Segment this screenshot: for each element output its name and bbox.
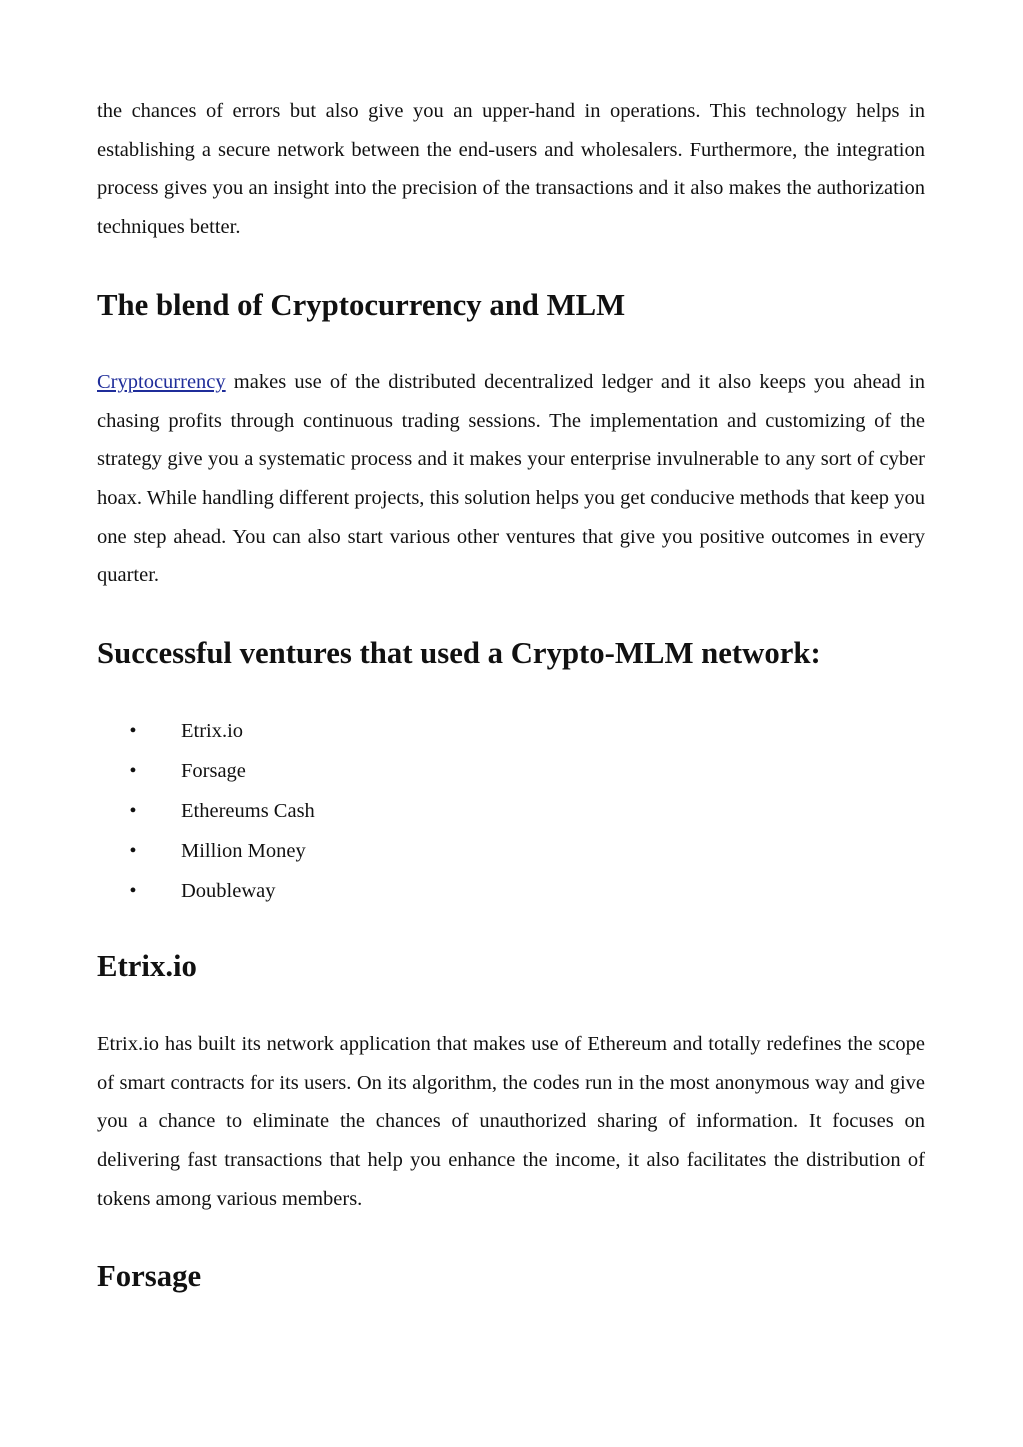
heading-successful-ventures: Successful ventures that used a Crypto-MLM network: <box>97 635 821 670</box>
venture-name: Ethereums Cash <box>181 799 315 822</box>
spacer <box>97 1218 925 1257</box>
ventures-list <box>97 711 925 912</box>
etrix-paragraph: Etrix.io has built its network application that makes use of Ethereum and totally redefines the scope of smart contracts for its users. On its algorithm, the codes run in the most anonymous way and give you a chance to eliminate the chances of unauthorized sharing of information. It focuses on delivering fast transactions that help you enhance the income, it also facilitates the distribution of tokens among various members. <box>97 1032 925 1210</box>
venture-name: Etrix.io <box>181 719 244 742</box>
list-item <box>97 791 925 831</box>
spacer <box>97 673 925 711</box>
list-item <box>97 831 925 871</box>
spacer <box>97 911 925 947</box>
bullet-icon: • <box>129 759 137 782</box>
bullet-icon: • <box>129 799 137 822</box>
bullet-icon: • <box>129 840 137 863</box>
venture-name: Forsage <box>181 759 246 782</box>
heading-forsage: Forsage <box>97 1259 202 1294</box>
spacer <box>97 324 925 363</box>
cryptocurrency-paragraph-text: makes use of the distributed decentralized ledger and it also keeps you ahead in chasing profits through continuous trading sessions. The implementation and customizing of the strategy give you a systematic process and it makes your enterprise invulnerable to any sort of cyber hoax. While handling different projects, this solution helps you get conducive methods that keep you one step ahead. You can also start various other ventures that give you positive outcomes in every quarter. <box>97 370 925 587</box>
list-item <box>97 711 925 751</box>
venture-name: Doubleway <box>181 880 276 903</box>
spacer <box>97 247 925 286</box>
venture-name: Million Money <box>181 840 306 863</box>
cryptocurrency-paragraph <box>97 363 925 595</box>
cryptocurrency-link[interactable]: Cryptocurrency <box>97 370 226 393</box>
spacer <box>97 595 925 634</box>
spacer <box>97 986 925 1025</box>
bullet-icon: • <box>129 719 137 742</box>
heading-crypto-mlm-blend: The blend of Cryptocurrency and MLM <box>97 287 626 322</box>
intro-paragraph: the chances of errors but also give you an upper-hand in operations. This technology helps in establishing a secure network between the end-users and wholesalers. Furthermore, the integration process gives you an insight into the precision of the transactions and it also makes the authorization techniques better. <box>97 100 925 239</box>
bullet-icon: • <box>129 880 137 903</box>
document-page <box>97 92 925 1296</box>
heading-etrix: Etrix.io <box>97 949 197 984</box>
list-item <box>97 871 925 911</box>
list-item <box>97 751 925 791</box>
